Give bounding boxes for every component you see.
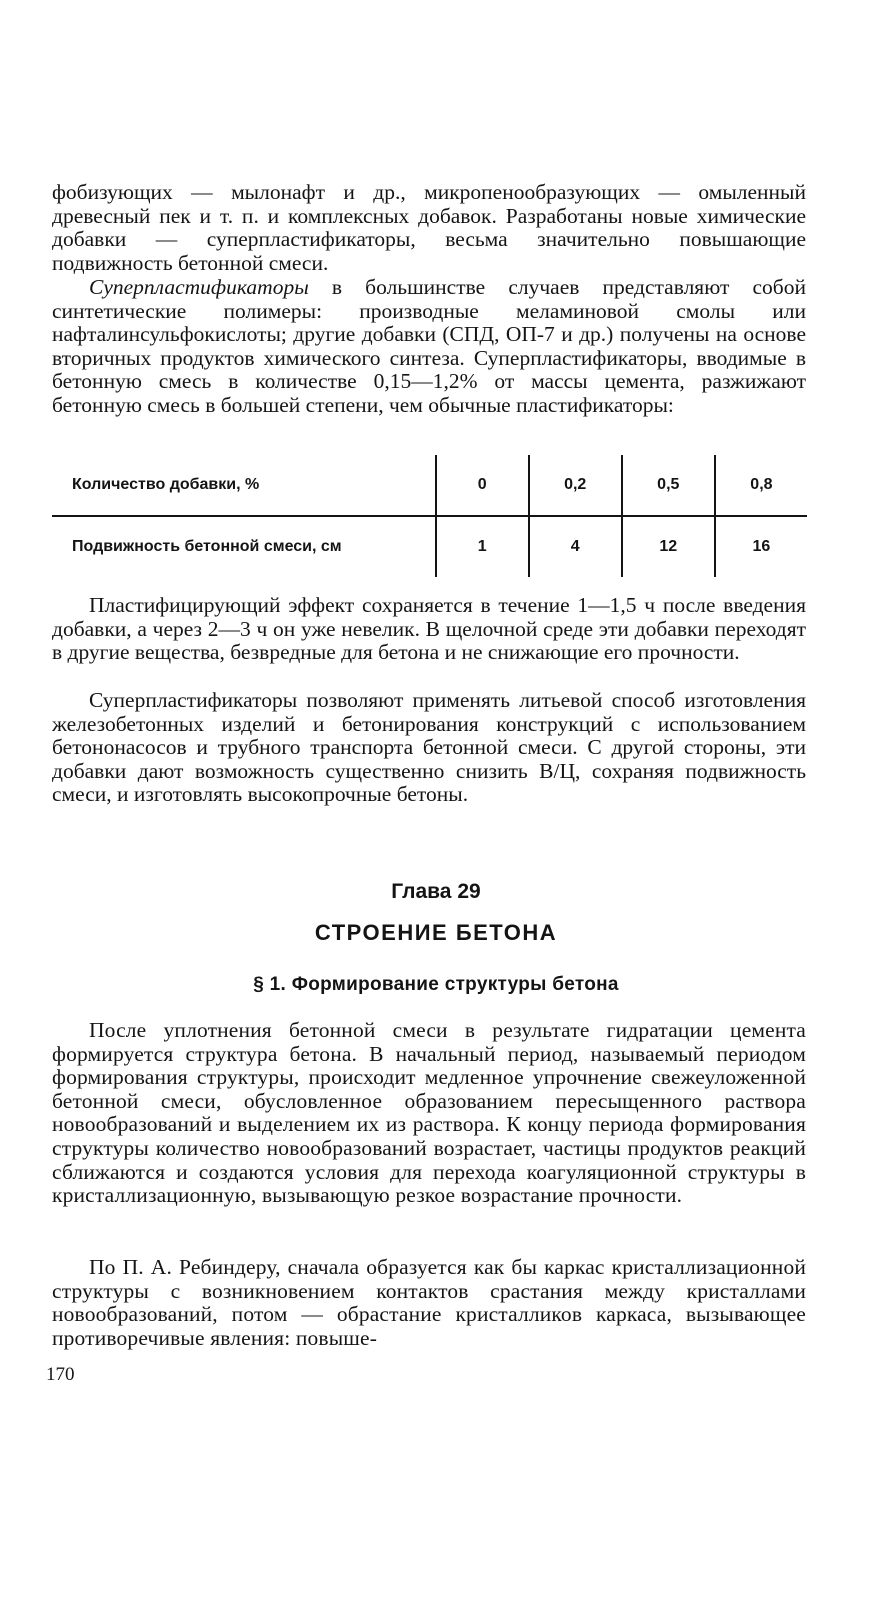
chapter-label: Глава 29 (391, 880, 481, 903)
table-row-label: Подвижность бетонной смеси, см (72, 538, 342, 555)
superplasticizers-description: в большинстве случаев представляют собой синтетические полимеры: производные меламиновой смолы или нафталинсульфокислоты; другие добавки (СПД, ОП-7 и др.) получены на основе вторичных продуктов химического синтеза. Суперпластификаторы, вводимые в бетонную смесь в количестве 0,15—1,2% от массы цемента, разжижают бетонную смесь в большей степени, чем обычные пластификаторы: (52, 275, 806, 417)
table-cell: 0,8 (715, 455, 807, 516)
paragraph-additives-intro: фобизующих — мылонафт и др., микропенообразующих — омыленный древесный пек и т. п. и комплексных добавок. Разработаны новые химические добавки — суперпластификаторы, весьма значительно повышающие подвижность бетонной смеси. (52, 180, 806, 275)
chapter-title: СТРОЕНИЕ БЕТОНА (314, 920, 558, 945)
table-cell: 1 (436, 516, 529, 577)
table-row (52, 516, 807, 577)
additive-mobility-table (52, 455, 807, 577)
table-cell: 0,2 (529, 455, 622, 516)
table-cell: 0 (436, 455, 529, 516)
table-cell: 16 (715, 516, 807, 577)
table-cell: 0,5 (622, 455, 715, 516)
paragraph-superplasticizers (52, 276, 806, 418)
paragraph-structure-formation: После уплотнения бетонной смеси в результате гидратации цемента формируется структура бетона. В начальный период, называемый периодом формирования структуры, происходит медленное упрочнение свежеуложенной бетонной смеси, обусловленное образованием пересыщенного раствора новообразований и выделением их из раствора. К концу периода формирования структуры количество новообразований возрастает, частицы продуктов реакций сближаются и создаются условия для перехода коагуляционной структуры в кристаллизационную, вызывающую резкое возрастание прочности. (52, 1018, 806, 1208)
paragraph-plasticizing-effect: Пластифицирующий эффект сохраняется в течение 1—1,5 ч после введения добавки, а через 2—3 ч он уже невелик. В щелочной среде эти добавки переходят в другие вещества, безвредные для бетона и не снижающие его прочности. (52, 593, 806, 665)
section-title: § 1. Формирование структуры бетона (253, 974, 619, 995)
paragraph-applications: Суперпластификаторы позволяют применять литьевой способ изготовления железобетонных изделий и бетонирования конструкций с использованием бетононасосов и трубного транспорта бетонной смеси. С другой стороны, эти добавки дают возможность существенно снизить В/Ц, сохраняя подвижность смеси, и изготовлять высокопрочные бетоны. (52, 688, 806, 807)
paragraph-rebinder: По П. А. Ребиндеру, сначала образуется как бы каркас кристаллизационной структуры с возникновением контактов срастания между кристаллами новообразований, потом — обрастание кристалликов каркаса, вызывающее противоречивые явления: повыше- (52, 1255, 806, 1350)
superplasticizers-term: Суперпластификаторы (89, 275, 309, 299)
page-number: 170 (46, 1364, 75, 1385)
table-cell: 4 (529, 516, 622, 577)
table-row (52, 455, 807, 516)
table-row-label: Количество добавки, % (52, 455, 436, 516)
table-cell: 12 (622, 516, 715, 577)
